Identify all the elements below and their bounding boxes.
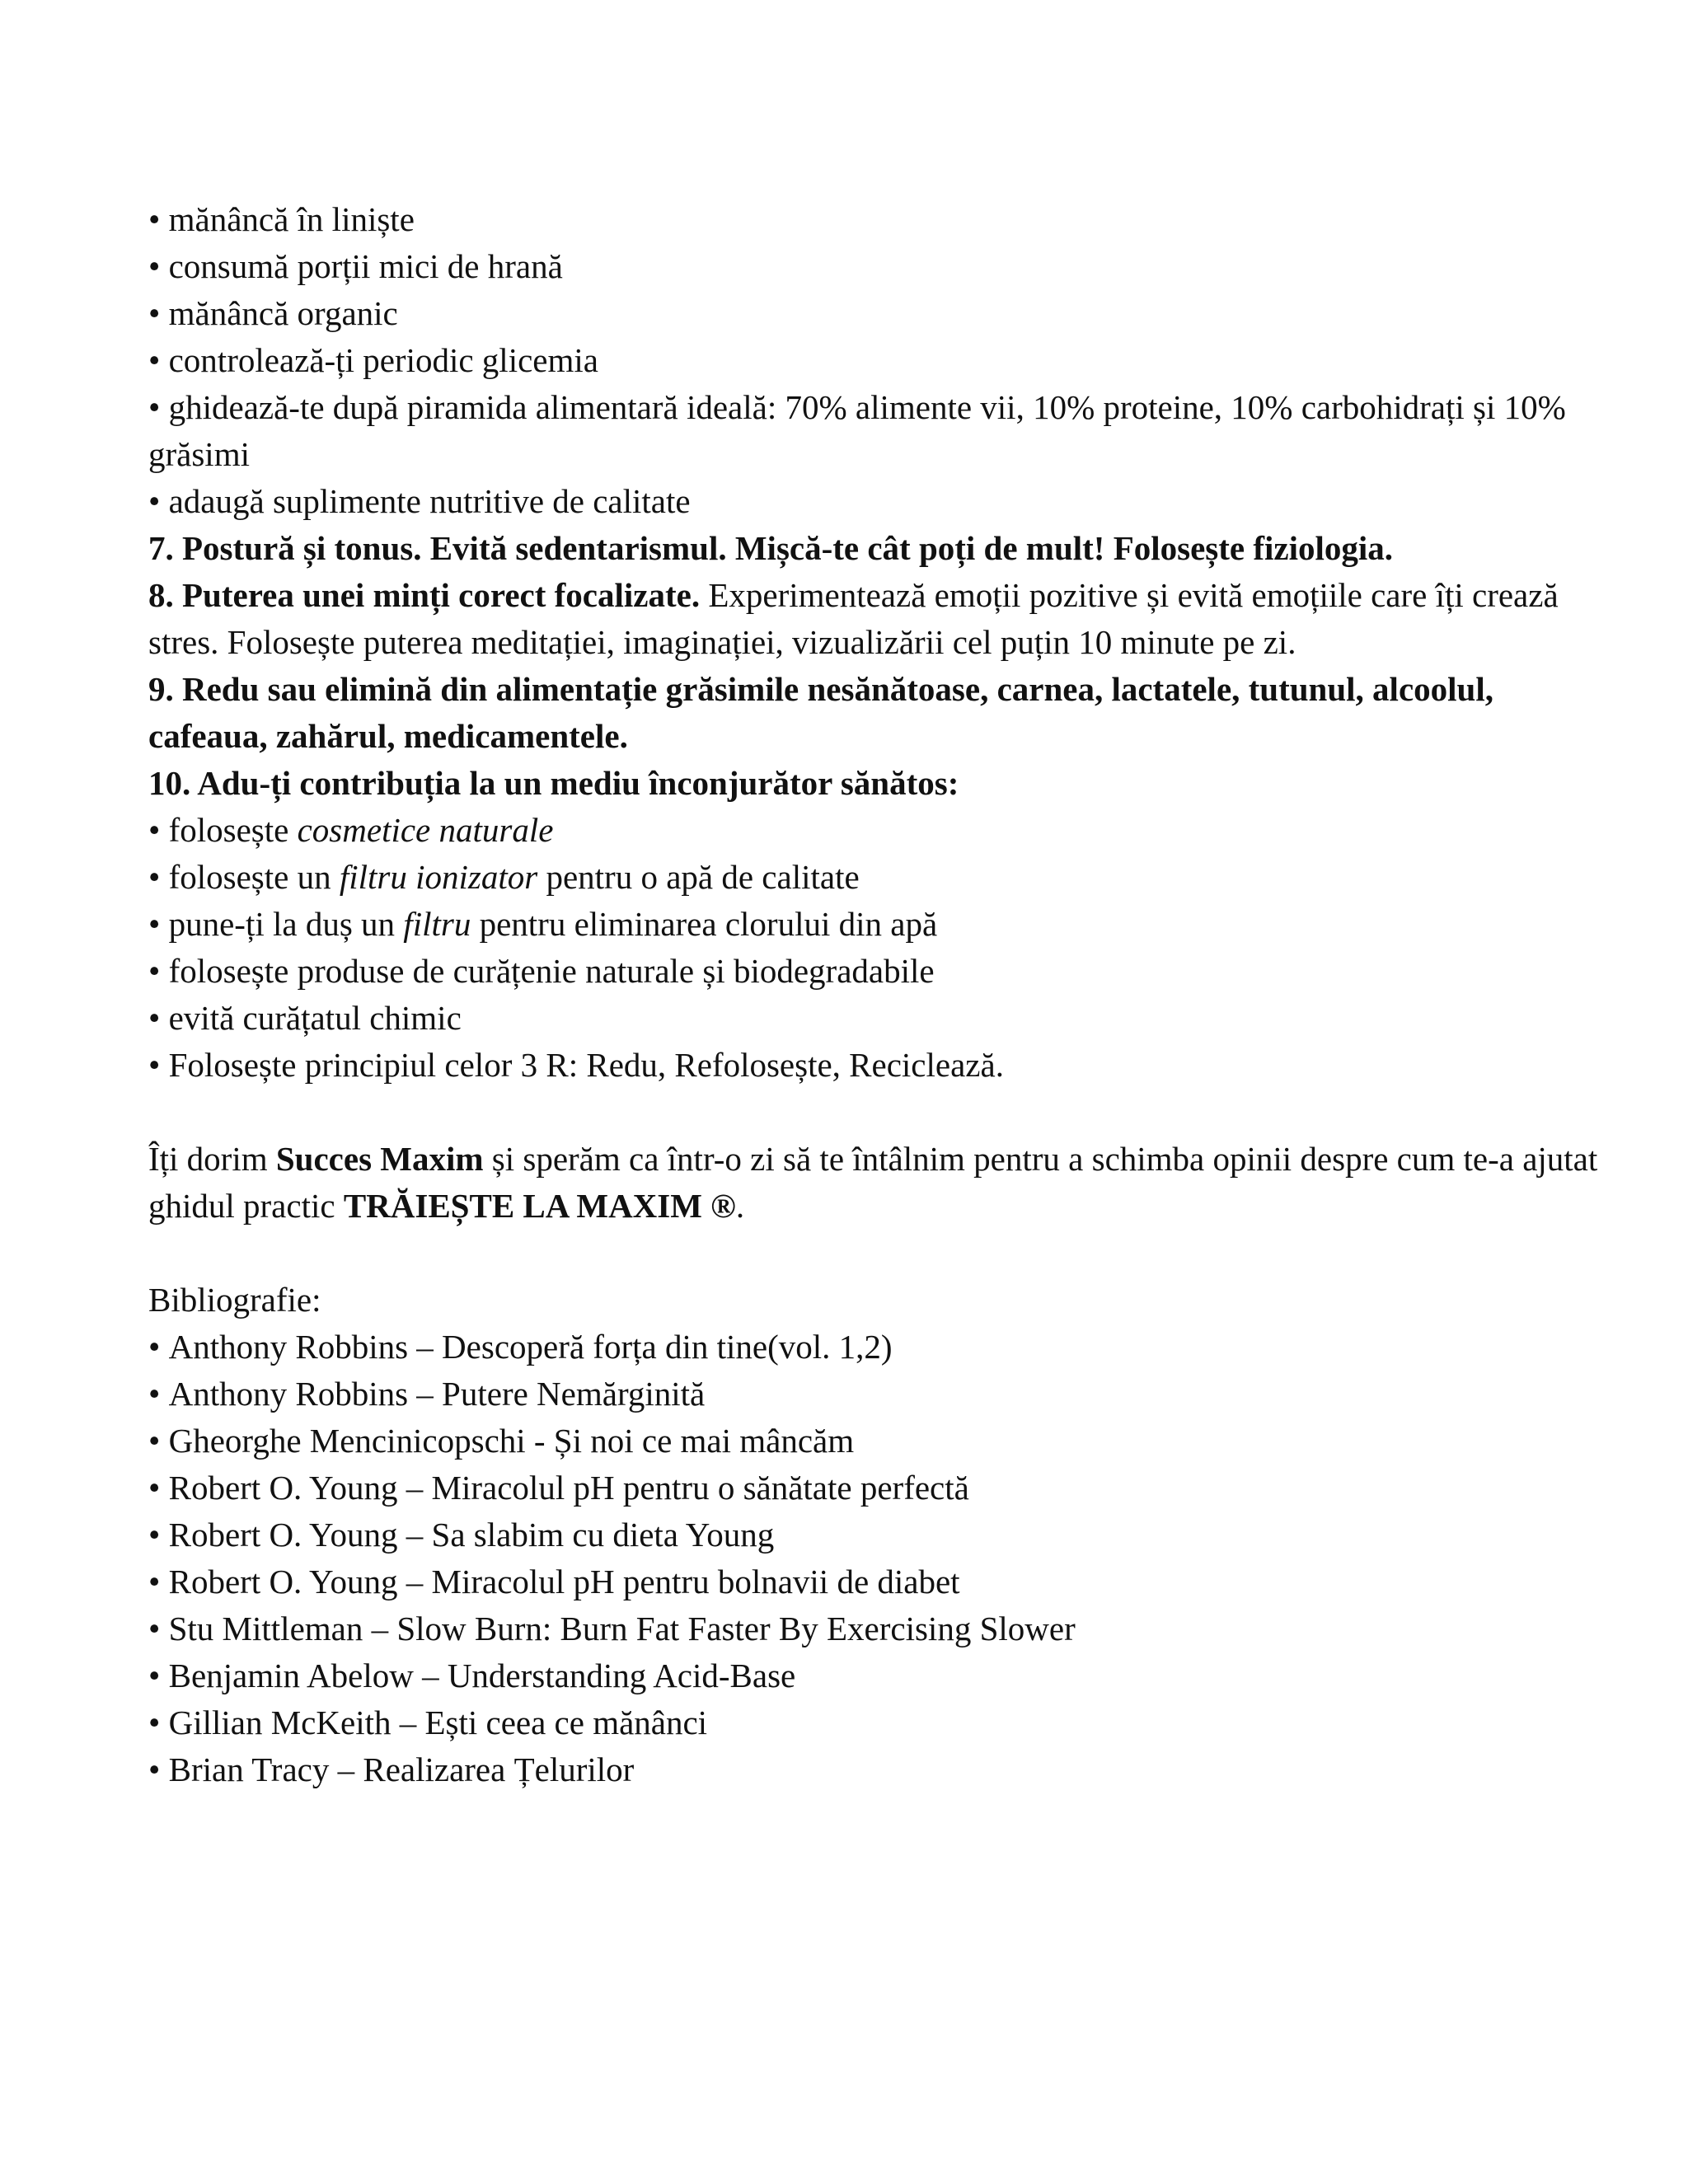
list-item: • Folosește principiul celor 3 R: Redu, Refolosește, Reciclează. — [148, 1042, 1599, 1089]
list-item: • mănâncă organic — [148, 290, 1599, 337]
list-item: • folosește cosmetice naturale — [148, 807, 1599, 854]
closing-paragraph: Îți dorim Succes Maxim și sperăm ca într-o zi să te întâlnim pentru a schimba opinii despre cum te-a ajutat ghidul practic TRĂIEȘTE LA MAXIM ®. — [148, 1140, 1598, 1225]
bibliography-item: • Anthony Robbins – Putere Nemărginită — [148, 1371, 1599, 1418]
list-item: • pune-ți la duș un filtru pentru eliminarea clorului din apă — [148, 901, 1599, 948]
list-item: • folosește un filtru ionizator pentru o apă de calitate — [148, 854, 1599, 901]
brand-name: TRĂIEȘTE LA MAXIM ® — [343, 1187, 736, 1225]
list-item: • mănâncă în liniște — [148, 196, 1599, 243]
point-10-title: 10. Adu-ți contribuția la un mediu înconjurător sănătos: — [148, 764, 959, 802]
document-page — [148, 196, 1599, 1793]
bibliography-item: • Robert O. Young – Miracolul pH pentru bolnavii de diabet — [148, 1558, 1599, 1605]
diet-list — [148, 196, 1599, 525]
environment-list — [148, 807, 1599, 1089]
spacer — [148, 1230, 1599, 1277]
list-item: • adaugă suplimente nutritive de calitate — [148, 478, 1599, 525]
list-item: • evită curățatul chimic — [148, 995, 1599, 1042]
list-item: • folosește produse de curățenie naturale și biodegradabile — [148, 948, 1599, 995]
bibliography-heading: Bibliografie: — [148, 1281, 321, 1319]
point-8 — [148, 572, 1599, 666]
point-8-text: Experimentează emoții pozitive și evită emoțiile care îți crează stres. Folosește puterea meditației, imaginației, vizualizării cel puțin 10 minute pe zi. — [148, 576, 1559, 661]
bibliography-item: • Gheorghe Mencinicopschi - Și noi ce mai mâncăm — [148, 1418, 1599, 1465]
bibliography-item: • Robert O. Young – Miracolul pH pentru o sănătate perfectă — [148, 1465, 1599, 1511]
bibliography-item: • Gillian McKeith – Ești ceea ce mănânci — [148, 1699, 1599, 1746]
bibliography-item: • Robert O. Young – Sa slabim cu dieta Young — [148, 1511, 1599, 1558]
point-9: 9. Redu sau elimină din alimentație grăsimile nesănătoase, carnea, lactatele, tutunul, alcoolul, cafeaua, zahărul, medicamentele. — [148, 670, 1493, 755]
bibliography-item: • Brian Tracy – Realizarea Țelurilor — [148, 1746, 1599, 1793]
succes-maxim: Succes Maxim — [275, 1140, 484, 1178]
bibliography-item: • Anthony Robbins – Descoperă forța din tine(vol. 1,2) — [148, 1324, 1599, 1371]
bibliography-item: • Benjamin Abelow – Understanding Acid-Base — [148, 1652, 1599, 1699]
list-item: • consumă porții mici de hrană — [148, 243, 1599, 290]
bibliography-list — [148, 1324, 1599, 1793]
bibliography-item: • Stu Mittleman – Slow Burn: Burn Fat Faster By Exercising Slower — [148, 1605, 1599, 1652]
list-item: • controlează-ți periodic glicemia — [148, 337, 1599, 384]
point-8-title: 8. Puterea unei minți corect focalizate. — [148, 576, 701, 614]
point-7: 7. Postură și tonus. Evită sedentarismul. Mișcă-te cât poți de mult! Folosește fiziologia. — [148, 529, 1394, 567]
list-item: • ghidează-te după piramida alimentară ideală: 70% alimente vii, 10% proteine, 10% carbohidrați și 10% grăsimi — [148, 384, 1599, 478]
spacer — [148, 1089, 1599, 1136]
